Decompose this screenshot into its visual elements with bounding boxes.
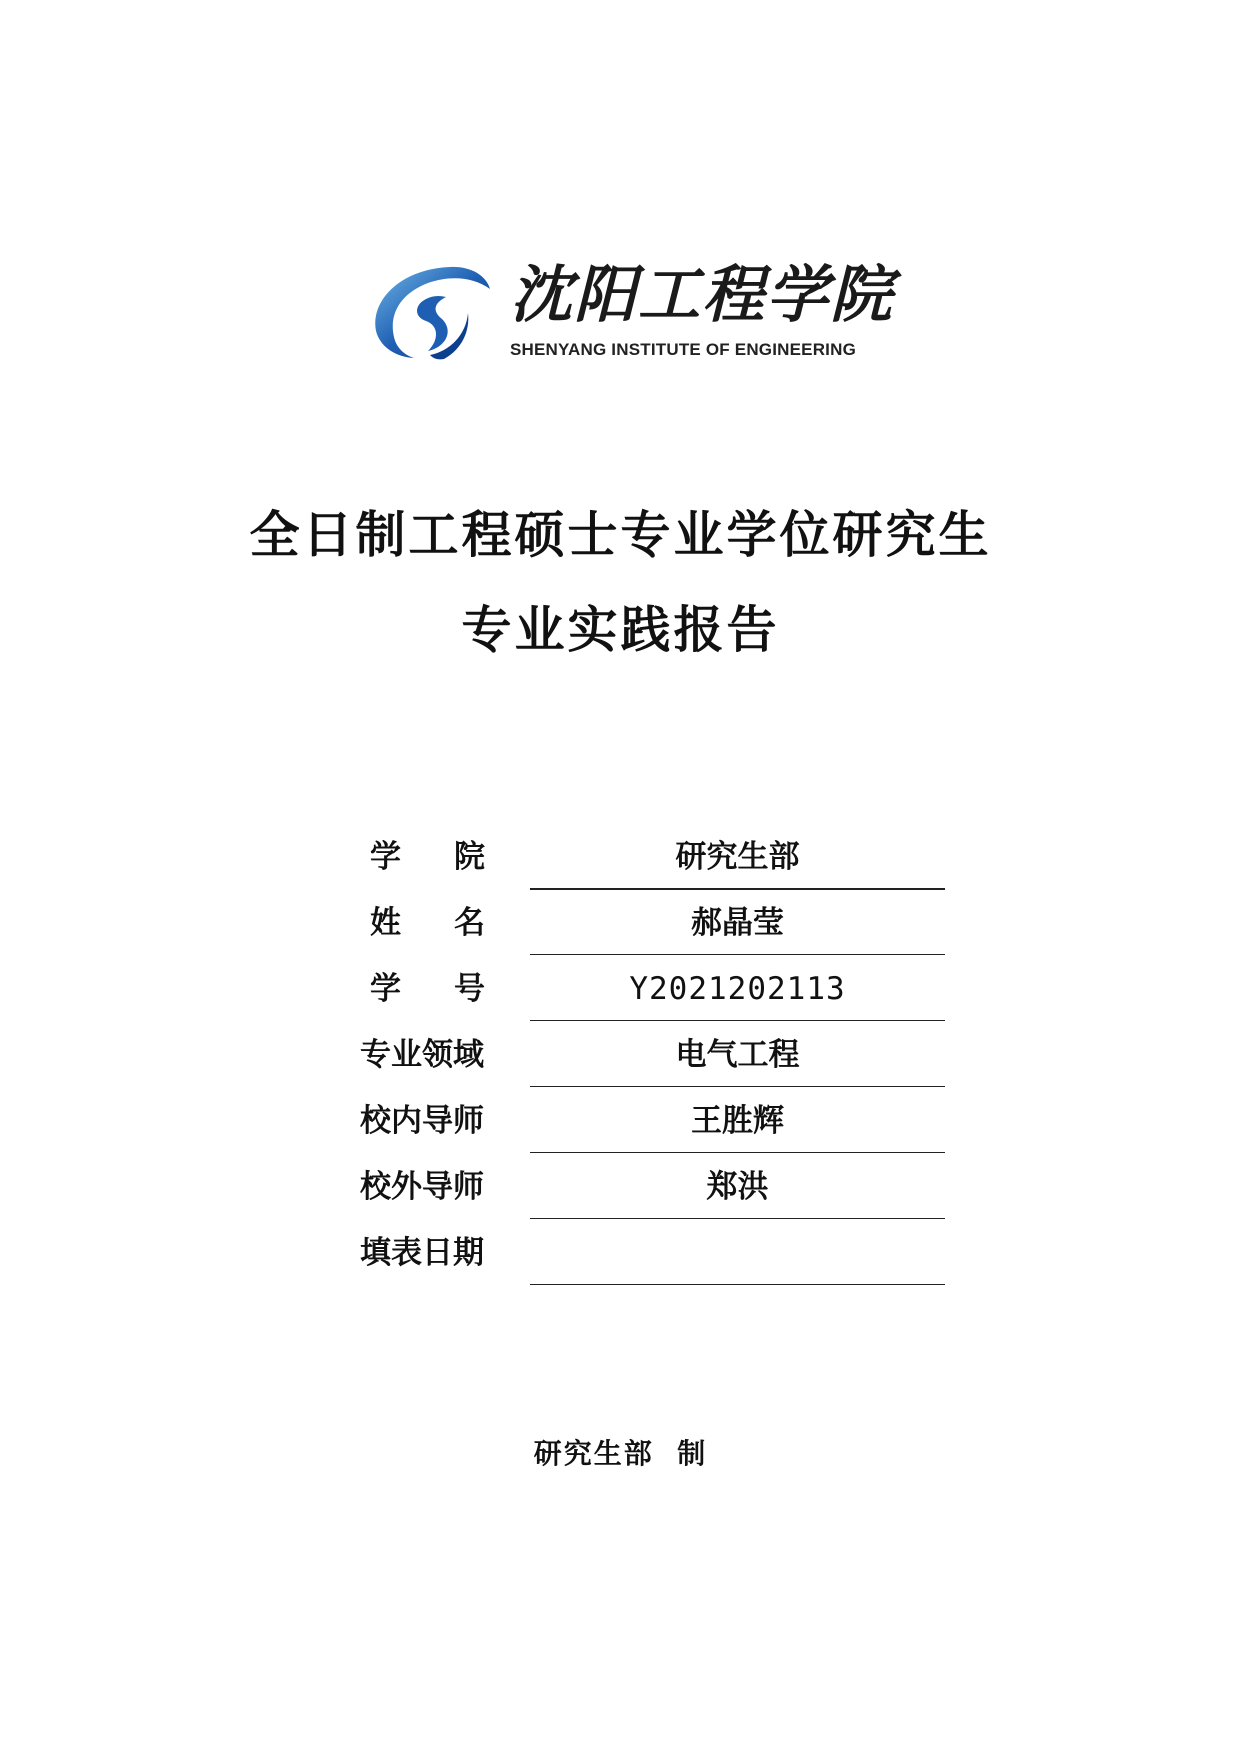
info-table [360,825,950,1287]
major-underline [530,1086,945,1087]
student-id-value: Y2021202113 [629,971,846,1007]
info-row-fill-date [360,1221,950,1287]
external-advisor-label: 校外导师 [360,1169,484,1205]
fill-date-label: 填表日期 [360,1235,484,1271]
name-value: 郝晶莹 [691,905,784,941]
school-name-cn [510,255,895,335]
college-label: 学 院 [370,839,485,875]
external-advisor-underline [530,1218,945,1219]
name-underline [530,954,945,955]
school-name-en: SHENYANG INSTITUTE OF ENGINEERING [510,340,857,359]
student-id-label: 学 号 [370,971,485,1007]
student-id-underline [530,1020,945,1021]
internal-advisor-underline [530,1152,945,1153]
report-title-line2: 专业实践报告 [461,600,780,659]
external-advisor-value: 郑洪 [706,1169,769,1205]
name-label: 姓 名 [370,905,485,941]
info-row-major [360,1023,950,1089]
major-value: 电气工程 [675,1037,800,1073]
school-name-cn-text: 沈阳工程学院 [510,258,895,331]
info-row-internal-advisor [360,1089,950,1155]
college-value: 研究生部 [675,839,800,875]
info-row-college [360,825,950,891]
report-title-line1: 全日制工程硕士专业学位研究生 [249,505,992,564]
info-row-student-id [360,957,950,1023]
fill-date-underline [530,1284,945,1285]
info-row-external-advisor [360,1155,950,1221]
internal-advisor-value: 王胜辉 [691,1103,784,1139]
info-row-name [360,891,950,957]
school-logo [370,255,895,370]
major-label: 专业领域 [360,1037,484,1073]
issuer-footer: 研究生部 制 [533,1437,708,1470]
college-underline [530,888,945,890]
fill-date-value [530,1231,945,1275]
school-emblem-icon [370,261,492,361]
internal-advisor-label: 校内导师 [360,1103,484,1139]
